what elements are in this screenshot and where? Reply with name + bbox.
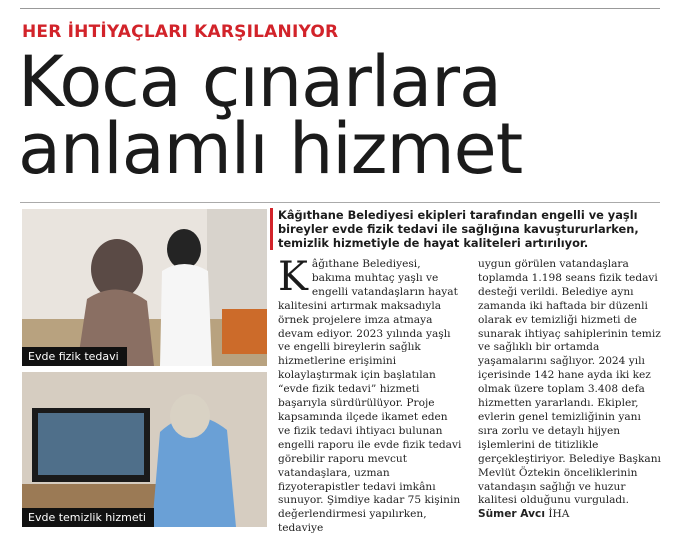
kicker: HER İHTİYAÇLARI KARŞILANIYOR (22, 22, 339, 42)
photo-physiotherapy (22, 209, 267, 366)
photo-caption: Evde fizik tedavi (22, 347, 127, 366)
cleaning-illustration (22, 372, 267, 527)
column-1-text: âğıthane Belediyesi, bakıma muhtaç yaşlı ve engelli vatandaşların hayat kalitesini artırmak maksadıyla örnek projelere imza atmaya devam ediyor. 2023 yılında yaşlı ve engelli bireylerin sağlık hizmetlerine erişimini kolaylaştırmak için başlatılan “evde fizik tedavi” hizmeti başarıyla sürdürülüyor. Proje kapsamında ilçede ikamet eden ve fizik tedavi ihtiyacı bulunan engelli raporu ile evde fizik tedavi görebilir raporu mevcut vatandaşlara, uzman fizyoterapistler tedavi imkânı sunuyor. Şimdiye kadar 75 kişinin değerlendirmesi yapılırken, tedaviye (278, 258, 462, 535)
physiotherapy-illustration (22, 209, 267, 366)
column-2-text: uygun görülen vatandaşlara toplamda 1.198 seans fizik tedavi desteği verildi. Belediye aynı zamanda iki haftada bir düzenli olarak ev temizliği hizmeti de sunarak ihtiyaç sahiplerinin temiz ve sağlıklı bir ortamda yaşamalarını sağlıyor. 2024 yılı içerisinde 142 hane ayda iki kez olmak üzere toplam 3.408 defa hizmetten yararlandı. Ekipler, evlerin genel temizliğinin yanı sıra zorlu ve detaylı hijyen işlemlerini de titizlikle gerçekleştiriyor. Belediye Başkanı Mevlüt Öztekin önceliklerinin vatandaşın sağlığı ve huzur kalitesi olduğunu vurguladı. (478, 258, 661, 507)
photo-cleaning (22, 372, 267, 527)
lede: Kâğıthane Belediyesi ekipleri tarafından engelli ve yaşlı bireyler evde fizik tedavi ile sağlığına kavuştururlarken, temizlik hizmetiyle de hayat kaliteleri artırılıyor. (278, 208, 639, 250)
photo-caption: Evde temizlik hizmeti (22, 508, 154, 527)
headline-line-2: anlamlı hizmet (18, 108, 523, 190)
article-column-1 (278, 254, 462, 536)
headline-line-1: Koca çınarlara (18, 41, 501, 123)
article-column-2 (478, 258, 664, 522)
byline-agency: İHA (548, 508, 570, 521)
lede-accent-bar (270, 208, 273, 250)
headline (18, 41, 523, 190)
top-rule (20, 8, 660, 9)
byline-name: Sümer Avcı (478, 508, 545, 521)
drop-cap: K (278, 254, 308, 300)
headline-rule (20, 202, 660, 203)
